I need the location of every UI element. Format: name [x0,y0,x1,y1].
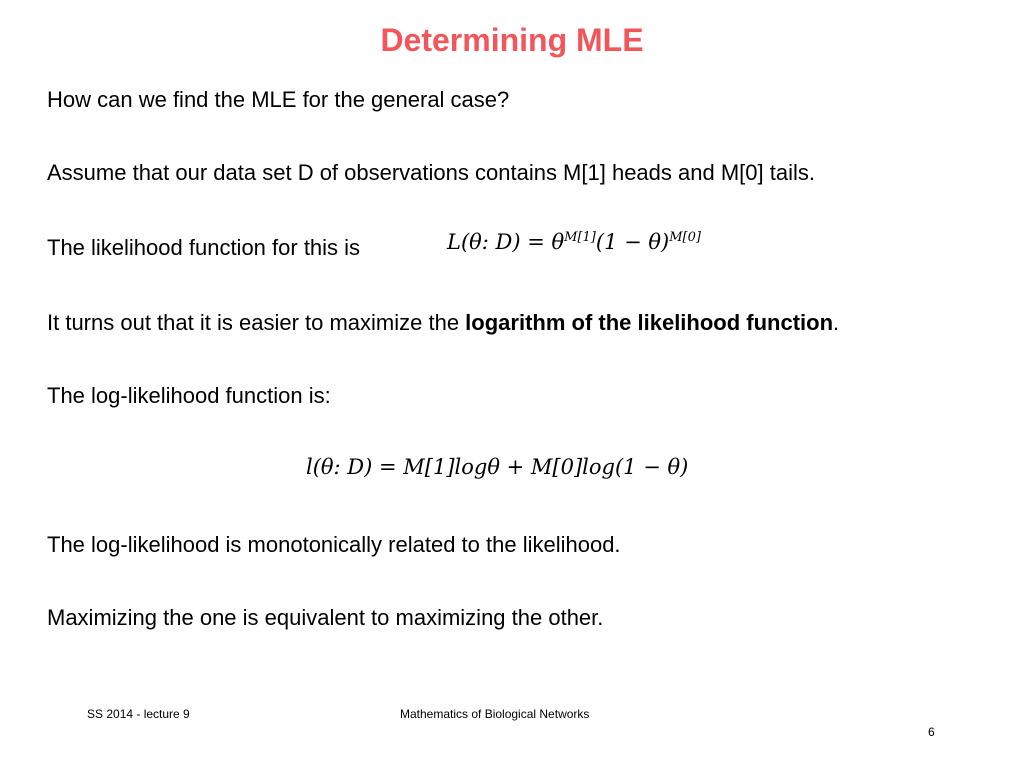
question-line: How can we find the MLE for the general case? [47,87,510,112]
maximizing-line: Maximizing the one is equivalent to maximizing the other. [47,605,604,630]
likelihood-equation-tail-term: (1 − θ) [595,230,670,254]
slide-title: Determining MLE [380,22,644,58]
log-advantage-text: It turns out that it is easier to maximize the [47,310,466,335]
likelihood-equation [447,230,701,254]
likelihood-equation-base: L(θ: D) = θ [447,230,565,254]
log-advantage-bold: logarithm of the likelihood function [465,310,834,335]
log-likelihood-intro-line: The log-likelihood function is: [47,383,331,408]
assumption-line: Assume that our data set D of observations contains M[1] heads and M[0] tails. [47,160,815,185]
monotonic-line: The log-likelihood is monotonically related to the likelihood. [47,532,621,557]
log-advantage-line [47,310,839,336]
footer-lecture: SS 2014 - lecture 9 [87,707,190,721]
footer-course: Mathematics of Biological Networks [400,707,590,721]
log-likelihood-equation: l(θ: D) = M[1]logθ + M[0]log(1 − θ) [306,455,689,479]
likelihood-equation-exponent-tails: M[0] [669,230,701,245]
log-advantage-period: . [833,310,840,335]
likelihood-intro-line: The likelihood function for this is [47,235,361,260]
likelihood-equation-exponent-heads: M[1] [564,230,596,245]
page-number: 6 [928,725,935,739]
